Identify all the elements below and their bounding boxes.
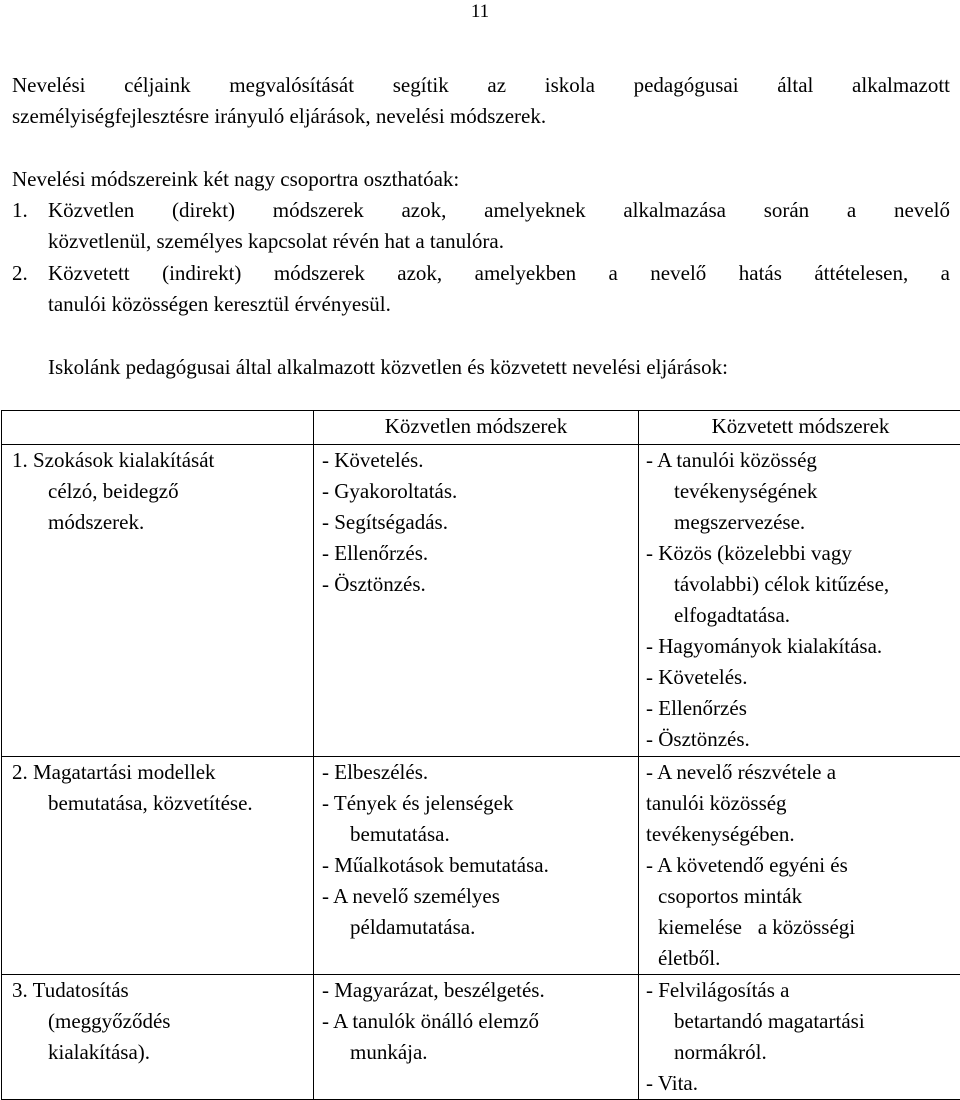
category-line: kialakítása).: [12, 1037, 313, 1068]
category-line: (meggyőződés: [12, 1006, 313, 1037]
direct-method-item: - Ellenőrzés.: [322, 538, 638, 569]
header-cell-direct: Közvetlen módszerek: [314, 411, 639, 445]
indirect-method-item: normákról.: [646, 1037, 960, 1068]
group-item-number: 2.: [12, 258, 28, 289]
direct-method-item: - Magyarázat, beszélgetés.: [322, 975, 638, 1006]
indirect-method-item: elfogadtatása.: [646, 600, 960, 631]
indirect-method-item: - Ösztönzés.: [646, 724, 960, 755]
category-line: 3. Tudatosítás: [12, 975, 313, 1006]
indirect-method-item: betartandó magatartási: [646, 1006, 960, 1037]
direct-method-item: - Tények és jelenségek: [322, 788, 638, 819]
header-cell-category: [2, 411, 314, 445]
indirect-method-item: megszervezése.: [646, 507, 960, 538]
table-row: [2, 757, 960, 975]
direct-methods-cell: [314, 445, 639, 757]
category-line: módszerek.: [12, 507, 313, 538]
indirect-method-item: távolabbi) célok kitűzése,: [646, 569, 960, 600]
table-heading: Iskolánk pedagógusai által alkalmazott közvetlen és közvetett nevelési eljárások:: [48, 352, 950, 383]
direct-method-item: - A nevelő személyes: [322, 881, 638, 912]
category-cell: [2, 445, 314, 757]
table-header-row: [2, 411, 960, 445]
group-item-line-1: Közvetett (indirekt) módszerek azok, amelyekben a nevelő hatás áttételesen, a: [48, 258, 950, 289]
methods-table: [1, 410, 959, 1096]
table-row: [2, 975, 960, 1100]
direct-method-item: - Segítségadás.: [322, 507, 638, 538]
category-line: 1. Szokások kialakítását: [12, 445, 313, 476]
indirect-method-item: - Közös (közelebbi vagy: [646, 538, 960, 569]
indirect-method-item: tanulói közösség: [646, 788, 960, 819]
indirect-method-item: - Hagyományok kialakítása.: [646, 631, 960, 662]
group-item-line-1: Közvetlen (direkt) módszerek azok, amelyeknek alkalmazása során a nevelő: [48, 195, 950, 226]
direct-methods-cell: [314, 975, 639, 1100]
direct-method-item: - Gyakoroltatás.: [322, 476, 638, 507]
direct-method-item: bemutatása.: [322, 819, 638, 850]
indirect-method-item: csoportos minták: [646, 881, 960, 912]
direct-method-item: - Követelés.: [322, 445, 638, 476]
direct-method-item: - A tanulók önálló elemző: [322, 1006, 638, 1037]
direct-method-item: példamutatása.: [322, 912, 638, 943]
page-number: 11: [0, 1, 960, 23]
table-row: [2, 445, 960, 757]
category-cell: [2, 975, 314, 1100]
group-item-number: 1.: [12, 195, 28, 226]
indirect-method-item: - Felvilágosítás a: [646, 975, 960, 1006]
indirect-method-item: - Vita.: [646, 1068, 960, 1099]
intro-paragraph: [12, 70, 950, 132]
group-item-line-2: közvetlenül, személyes kapcsolat révén hat a tanulóra.: [48, 226, 950, 257]
category-cell: [2, 757, 314, 975]
direct-method-item: - Ösztönzés.: [322, 569, 638, 600]
indirect-method-item: kiemelése a közösségi: [646, 912, 960, 943]
indirect-method-item: életből.: [646, 943, 960, 974]
indirect-method-item: tevékenységének: [646, 476, 960, 507]
indirect-method-item: tevékenységében.: [646, 819, 960, 850]
indirect-method-item: - A követendő egyéni és: [646, 850, 960, 881]
category-line: célzó, beidegző: [12, 476, 313, 507]
direct-methods-cell: [314, 757, 639, 975]
group-item-line-2: tanulói közösségen keresztül érvényesül.: [48, 289, 950, 320]
indirect-methods-cell: [639, 975, 960, 1100]
intro-line-2: személyiségfejlesztésre irányuló eljárások, nevelési módszerek.: [12, 101, 950, 132]
category-line: bemutatása, közvetítése.: [12, 788, 313, 819]
indirect-method-item: - A tanulói közösség: [646, 445, 960, 476]
direct-method-item: - Elbeszélés.: [322, 757, 638, 788]
indirect-method-item: - A nevelő részvétele a: [646, 757, 960, 788]
intro-line-1: Nevelési céljaink megvalósítását segítik az iskola pedagógusai által alkalmazott: [12, 70, 950, 101]
groups-heading: Nevelési módszereink két nagy csoportra oszthatóak:: [12, 164, 950, 195]
indirect-method-item: - Ellenőrzés: [646, 693, 960, 724]
category-line: 2. Magatartási modellek: [12, 757, 313, 788]
direct-method-item: munkája.: [322, 1037, 638, 1068]
direct-method-item: - Műalkotások bemutatása.: [322, 850, 638, 881]
indirect-method-item: - Követelés.: [646, 662, 960, 693]
indirect-methods-cell: [639, 757, 960, 975]
indirect-methods-cell: [639, 445, 960, 757]
header-cell-indirect: Közvetett módszerek: [639, 411, 960, 445]
